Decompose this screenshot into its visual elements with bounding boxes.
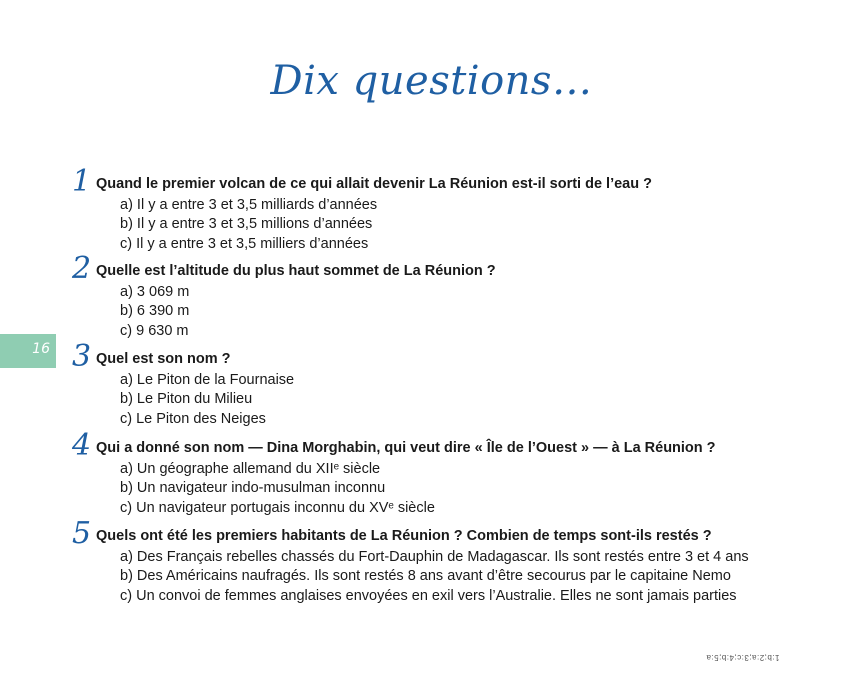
options-list — [120, 460, 435, 518]
page-number-tab — [0, 334, 56, 368]
option-c: c) Un navigateur portugais inconnu du XVᵉ siècle — [120, 499, 435, 516]
question-number: 5 — [72, 516, 92, 551]
option-a: a) 3 069 m — [120, 284, 190, 300]
question-text: Quand le premier volcan de ce qui allait devenir La Réunion est-il sorti de l’eau ? — [96, 176, 652, 192]
question-number: 4 — [72, 428, 92, 463]
answer-key: 1:b;2:a;3:c;4:b;5:a — [706, 653, 780, 662]
option-c: c) Il y a entre 3 et 3,5 milliers d’années — [120, 235, 369, 252]
question-text: Quel est son nom ? — [96, 351, 231, 367]
option-a: a) Le Piton de la Fournaise — [120, 372, 295, 388]
option-c: c) 9 630 m — [120, 322, 189, 339]
page-number: 16 — [32, 341, 50, 357]
question-number: 3 — [72, 339, 92, 374]
option-b: b) 6 390 m — [120, 303, 190, 320]
question-text: Quelle est l’altitude du plus haut sommet de La Réunion ? — [96, 263, 496, 279]
option-c: c) Un convoi de femmes anglaises envoyées en exil vers l’Australie. Elles ne sont jamais parties — [120, 587, 737, 604]
option-b: b) Des Américains naufragés. Ils sont restés 8 ans avant d’être secourus par le capitaine Nemo — [120, 568, 731, 585]
option-a: a) Il y a entre 3 et 3,5 milliards d’années — [120, 197, 378, 213]
question-number: 2 — [72, 251, 92, 286]
option-a: a) Des Français rebelles chassés du Fort-Dauphin de Madagascar. Ils sont restés entre 3 et 4 ans — [120, 549, 749, 565]
option-a: a) Un géographe allemand du XIIᵉ siècle — [120, 461, 381, 477]
options-list — [120, 548, 749, 606]
options-list — [120, 283, 189, 341]
options-list — [120, 371, 294, 429]
option-b: b) Il y a entre 3 et 3,5 millions d’années — [120, 216, 373, 233]
question-text: Qui a donné son nom — Dina Morghabin, qui veut dire « Île de l’Ouest » — à La Réunion ? — [96, 440, 716, 456]
option-b: b) Le Piton du Milieu — [120, 391, 253, 408]
question-text: Quels ont été les premiers habitants de La Réunion ? Combien de temps sont-ils restés ? — [96, 528, 712, 544]
option-c: c) Le Piton des Neiges — [120, 410, 266, 427]
options-list — [120, 196, 377, 254]
option-b: b) Un navigateur indo-musulman inconnu — [120, 480, 386, 497]
question-number: 1 — [72, 164, 92, 199]
page-title: Dix questions… — [270, 58, 593, 104]
